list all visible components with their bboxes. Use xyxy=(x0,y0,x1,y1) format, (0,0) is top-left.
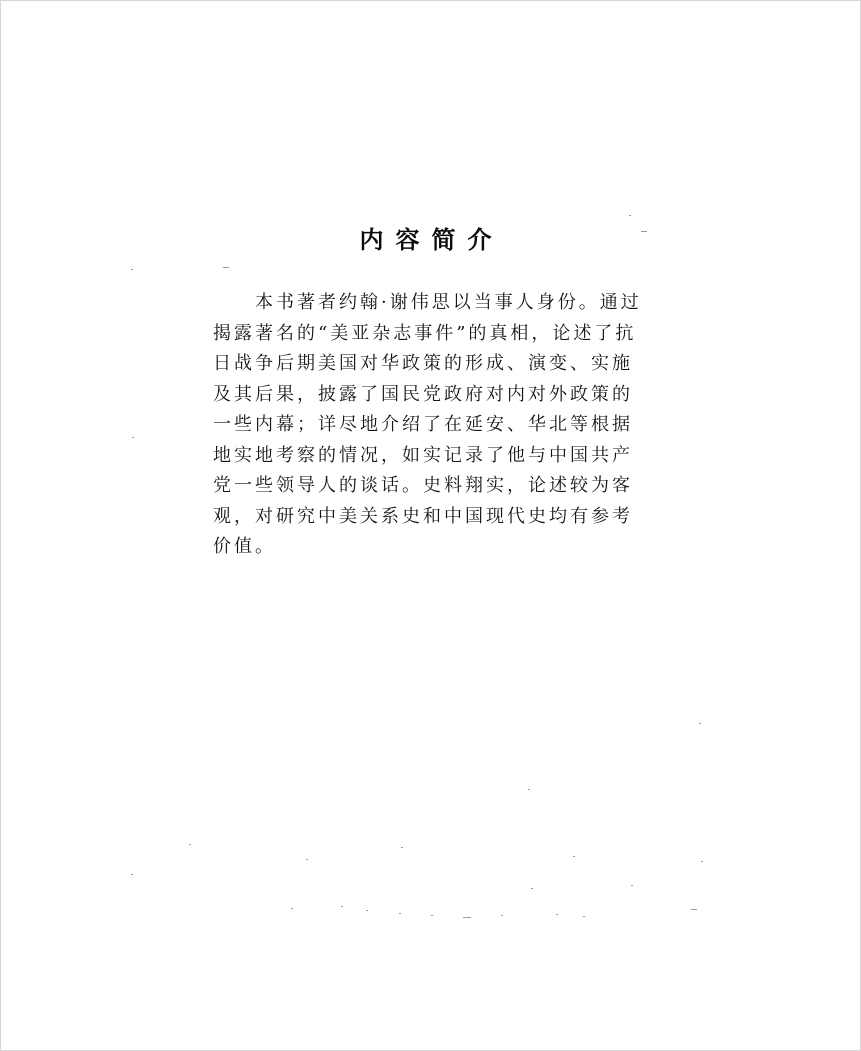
scan-speck xyxy=(131,269,133,270)
scan-speck xyxy=(431,915,433,916)
scan-speck xyxy=(131,874,133,875)
scan-speck xyxy=(583,916,585,917)
scan-speck xyxy=(699,723,701,724)
scan-speck xyxy=(573,856,575,857)
scan-speck xyxy=(401,847,403,848)
scan-speck xyxy=(132,437,134,438)
scan-speck xyxy=(631,885,633,886)
scan-speck xyxy=(223,267,229,268)
scan-speck xyxy=(189,844,191,845)
scan-speck xyxy=(306,859,308,860)
scan-speck xyxy=(701,861,703,862)
scan-speck xyxy=(556,914,558,915)
scan-speck xyxy=(366,910,368,911)
scan-speck xyxy=(641,231,647,232)
page-title: 内容简介 xyxy=(359,226,504,254)
scan-speck xyxy=(291,908,293,909)
scan-speck xyxy=(501,915,503,916)
scan-speck xyxy=(531,888,533,889)
scan-speck xyxy=(463,917,471,918)
scan-speck xyxy=(399,913,401,914)
scan-speck xyxy=(528,789,530,790)
scan-speck xyxy=(629,215,631,216)
scan-speck xyxy=(341,906,343,907)
summary-paragraph: 本书著者约翰·谢伟思以当事人身份。通过揭露著名的“美亚杂志事件”的真相，论述了抗日战争后期美国对华政策的形成、演变、实施及其后果，披露了国民党政府对内对外政策的一些内幕；详尽地介绍了在延安、华北等根据地实地考察的情况，如实记录了他与中国共产党一些领导人的谈话。史料翔实，论述较为客观，对研究中美关系史和中国现代史均有参考价值。 xyxy=(213,292,642,557)
scan-speck xyxy=(691,909,697,910)
